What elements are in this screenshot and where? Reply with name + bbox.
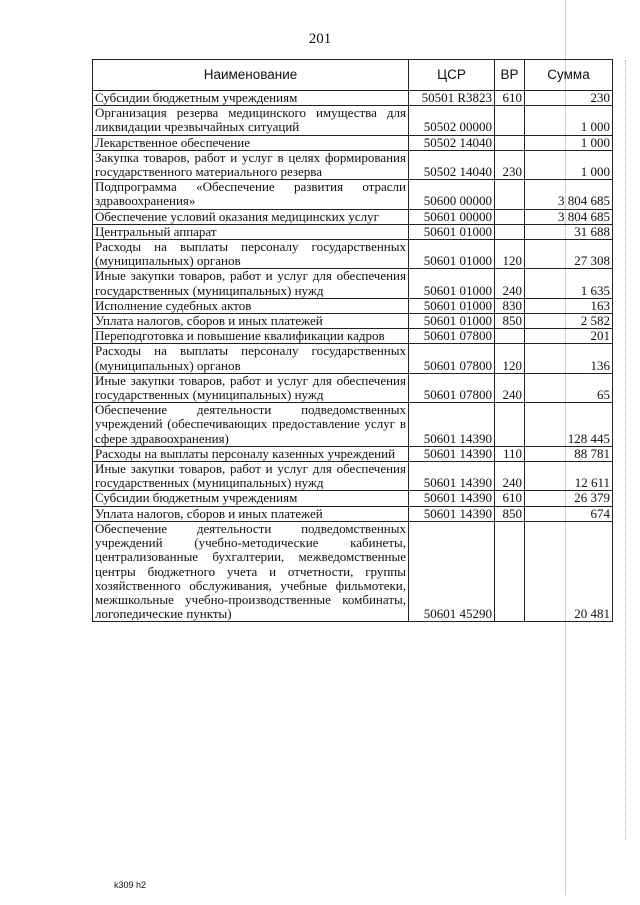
cell-csr: 50601 14390	[409, 491, 495, 506]
cell-sum: 674	[525, 506, 613, 521]
cell-csr: 50601 01000	[409, 224, 495, 239]
table-row	[93, 403, 613, 447]
table-row	[93, 240, 613, 269]
cell-vr: 240	[495, 373, 525, 402]
table-row	[93, 314, 613, 329]
cell-csr: 50502 14040	[409, 135, 495, 150]
cell-sum: 26 379	[525, 491, 613, 506]
cell-sum: 31 688	[525, 224, 613, 239]
table-row	[93, 150, 613, 179]
cell-name: Уплата налогов, сборов и иных платежей	[93, 314, 409, 329]
cell-csr: 50601 45290	[409, 521, 495, 621]
cell-vr: 120	[495, 240, 525, 269]
cell-csr: 50601 01000	[409, 314, 495, 329]
cell-sum: 20 481	[525, 521, 613, 621]
cell-sum: 128 445	[525, 403, 613, 447]
cell-name: Иные закупки товаров, работ и услуг для обеспечения государственных (муниципальных) нужд	[93, 269, 409, 298]
table-body	[93, 91, 613, 622]
cell-vr	[495, 403, 525, 447]
cell-sum: 1 000	[525, 106, 613, 135]
cell-name: Лекарственное обеспечение	[93, 135, 409, 150]
cell-vr: 230	[495, 150, 525, 179]
cell-csr: 50601 14390	[409, 446, 495, 461]
cell-sum: 3 804 685	[525, 180, 613, 209]
cell-csr: 50601 00000	[409, 209, 495, 224]
cell-name: Расходы на выплаты персоналу государственных (муниципальных) органов	[93, 344, 409, 373]
table-row	[93, 329, 613, 344]
cell-name: Субсидии бюджетным учреждениям	[93, 91, 409, 106]
cell-sum: 27 308	[525, 240, 613, 269]
cell-name: Расходы на выплаты персоналу государственных (муниципальных) органов	[93, 240, 409, 269]
cell-sum: 2 582	[525, 314, 613, 329]
cell-csr: 50601 01000	[409, 240, 495, 269]
cell-vr	[495, 209, 525, 224]
cell-csr: 50601 07800	[409, 373, 495, 402]
cell-vr	[495, 106, 525, 135]
cell-name: Уплата налогов, сборов и иных платежей	[93, 506, 409, 521]
cell-csr: 50601 14390	[409, 506, 495, 521]
header-vr: ВР	[495, 60, 525, 91]
cell-vr: 850	[495, 314, 525, 329]
cell-csr: 50601 07800	[409, 329, 495, 344]
scan-edge-mark	[625, 60, 627, 840]
cell-name: Переподготовка и повышение квалификации кадров	[93, 329, 409, 344]
cell-csr: 50601 14390	[409, 462, 495, 491]
header-csr: ЦСР	[409, 60, 495, 91]
table-row	[93, 344, 613, 373]
cell-sum: 1 000	[525, 135, 613, 150]
cell-name: Иные закупки товаров, работ и услуг для обеспечения государственных (муниципальных) нужд	[93, 373, 409, 402]
table-row	[93, 91, 613, 106]
cell-vr: 240	[495, 269, 525, 298]
cell-vr: 830	[495, 298, 525, 313]
table-row	[93, 506, 613, 521]
cell-vr: 240	[495, 462, 525, 491]
cell-csr: 50502 14040	[409, 150, 495, 179]
header-sum: Сумма	[525, 60, 613, 91]
cell-sum: 1 635	[525, 269, 613, 298]
budget-table	[92, 59, 613, 622]
cell-csr: 50501 R3823	[409, 91, 495, 106]
table-row	[93, 269, 613, 298]
cell-vr	[495, 521, 525, 621]
table-header-row	[93, 60, 613, 91]
cell-name: Иные закупки товаров, работ и услуг для обеспечения государственных (муниципальных) нужд	[93, 462, 409, 491]
cell-sum: 201	[525, 329, 613, 344]
cell-vr: 850	[495, 506, 525, 521]
cell-name: Закупка товаров, работ и услуг в целях формирования государственного материального резерва	[93, 150, 409, 179]
cell-csr: 50601 07800	[409, 344, 495, 373]
cell-sum: 136	[525, 344, 613, 373]
table-row	[93, 521, 613, 621]
cell-name: Обеспечение деятельности подведомственных учреждений (обеспечивающих предоставление услуг в сфере здравоохранения)	[93, 403, 409, 447]
cell-vr: 610	[495, 91, 525, 106]
header-name: Наименование	[93, 60, 409, 91]
footer-code: k309 h2	[114, 880, 147, 890]
cell-csr: 50601 01000	[409, 269, 495, 298]
cell-name: Обеспечение деятельности подведомственных учреждений (учебно-методические кабинеты, централизованные бухгалтерии, межведомственные центры бюджетного учета и отчетности, группы хозяйственного обслуживания, учебные фильмотеки, межшкольные учебно-производственные комбинаты, логопедические пункты)	[93, 521, 409, 621]
table-row	[93, 224, 613, 239]
cell-vr: 610	[495, 491, 525, 506]
cell-name: Организация резерва медицинского имущества для ликвидации чрезвычайных ситуаций	[93, 106, 409, 135]
cell-vr	[495, 180, 525, 209]
cell-sum: 230	[525, 91, 613, 106]
cell-csr: 50601 14390	[409, 403, 495, 447]
cell-name: Исполнение судебных актов	[93, 298, 409, 313]
cell-name: Расходы на выплаты персоналу казенных учреждений	[93, 446, 409, 461]
cell-sum: 88 781	[525, 446, 613, 461]
table-row	[93, 135, 613, 150]
table-row	[93, 462, 613, 491]
cell-vr: 120	[495, 344, 525, 373]
cell-sum: 3 804 685	[525, 209, 613, 224]
cell-name: Обеспечение условий оказания медицинских услуг	[93, 209, 409, 224]
page-number: 201	[308, 31, 332, 47]
cell-name: Субсидии бюджетным учреждениям	[93, 491, 409, 506]
cell-sum: 65	[525, 373, 613, 402]
table-row	[93, 298, 613, 313]
table-row	[93, 446, 613, 461]
cell-vr: 110	[495, 446, 525, 461]
cell-sum: 12 611	[525, 462, 613, 491]
cell-vr	[495, 329, 525, 344]
cell-name: Центральный аппарат	[93, 224, 409, 239]
table-row	[93, 209, 613, 224]
cell-csr: 50600 00000	[409, 180, 495, 209]
cell-vr	[495, 224, 525, 239]
table-row	[93, 106, 613, 135]
table-row	[93, 180, 613, 209]
cell-name: Подпрограмма «Обеспечение развития отрасли здравоохранения»	[93, 180, 409, 209]
table-row	[93, 491, 613, 506]
table-row	[93, 373, 613, 402]
cell-sum: 1 000	[525, 150, 613, 179]
cell-vr	[495, 135, 525, 150]
cell-csr: 50601 01000	[409, 298, 495, 313]
cell-sum: 163	[525, 298, 613, 313]
cell-csr: 50502 00000	[409, 106, 495, 135]
